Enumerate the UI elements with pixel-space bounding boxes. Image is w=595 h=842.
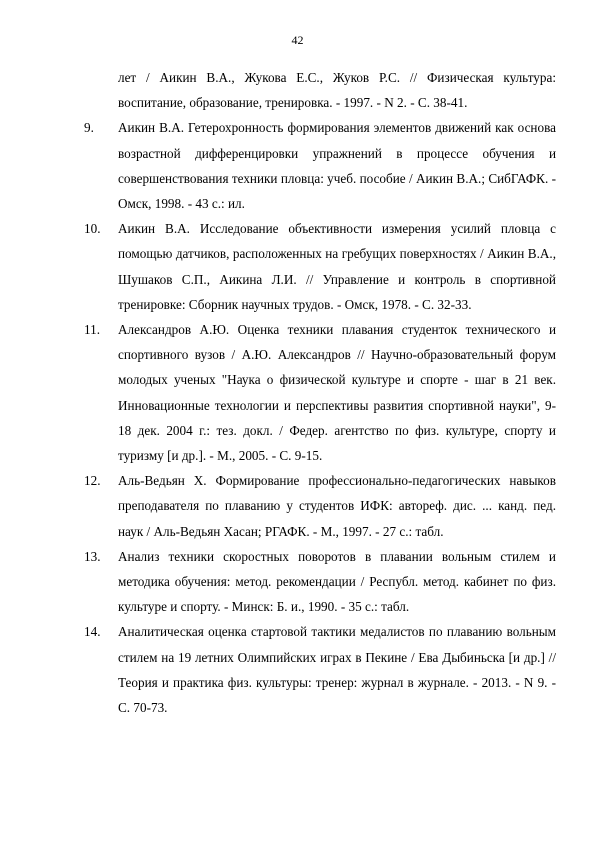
reference-number: 10.: [84, 221, 101, 237]
reference-entry-13: [84, 544, 556, 620]
reference-entry-14: [84, 619, 556, 720]
reference-text: Аикин В.А. Гетерохронность формирования элементов движений как основа возрастной дифференцировки упражнений в процессе обучения и совершенствования техники пловца: учеб. пособие / Аикин В.А.; СибГАФК. - Омск, 1998. - 43 с.: ил.: [118, 120, 556, 212]
reference-entry-11: [84, 317, 556, 468]
reference-text: Аикин В.А. Исследование объективности измерения усилий пловца с помощью датчиков, расположенных на гребущих поверхностях / Аикин В.А., Шушаков С.П., Аикина Л.И. // Управление и контроль в спортивной тренировке: Сборник научных трудов. - Омск, 1978. - С. 32-33.: [118, 221, 556, 312]
reference-entry-9: [84, 115, 556, 216]
reference-text: Аль-Ведьян Х. Формирование профессионально-педагогических навыков преподавателя по плаванию у студентов ИФК: автореф. дис. ... канд. пед. наук / Аль-Ведьян Хасан; РГАФК. - М., 1997. - 27 с.: табл.: [118, 473, 556, 539]
reference-number: 9.: [84, 120, 94, 136]
reference-number: 11.: [84, 322, 100, 338]
reference-entry-12: [84, 468, 556, 544]
reference-text: Анализ техники скоростных поворотов в плавании вольным стилем и методика обучения: метод. рекомендации / Республ. метод. кабинет по физ. культуре и спорту. - Минск: Б. и., 1990. - 35 с.: табл.: [118, 548, 556, 615]
reference-text: Александров А.Ю. Оценка техники плавания студенток технического и спортивного вузов / А.Ю. Александров // Научно-образовательный форум молодых ученых "Наука о физической культуре и спорте - шаг в 21 век. Инновационные технологии и перспективы развития спортивной науки", 9-18 дек. 2004 г.: тез. докл. / Федер. агентство по физ. культуре, спорту и туризму [и др.]. - М., 2005. - С. 9-15.: [118, 322, 556, 464]
reference-entry-continued: [84, 65, 556, 115]
reference-number: 12.: [84, 473, 101, 489]
reference-number: 13.: [84, 548, 101, 564]
reference-entry-10: [84, 216, 556, 317]
reference-text: лет / Аикин В.А., Жукова Е.С., Жуков Р.С. // Физическая культура: воспитание, образование, тренировка. - 1997. - N 2. - С. 38-41.: [118, 70, 556, 111]
reference-number: 14.: [84, 624, 101, 640]
page-number: 42: [291, 33, 304, 47]
reference-list: [84, 65, 556, 720]
reference-text: Аналитическая оценка стартовой тактики медалистов по плаванию вольным стилем на 19 летних Олимпийских играх в Пекине / Ева Дыбиньска [и др.] // Теория и практика физ. культуры: тренер: журнал в журнале. - 2013. - N 9. - С. 70-73.: [118, 624, 556, 716]
